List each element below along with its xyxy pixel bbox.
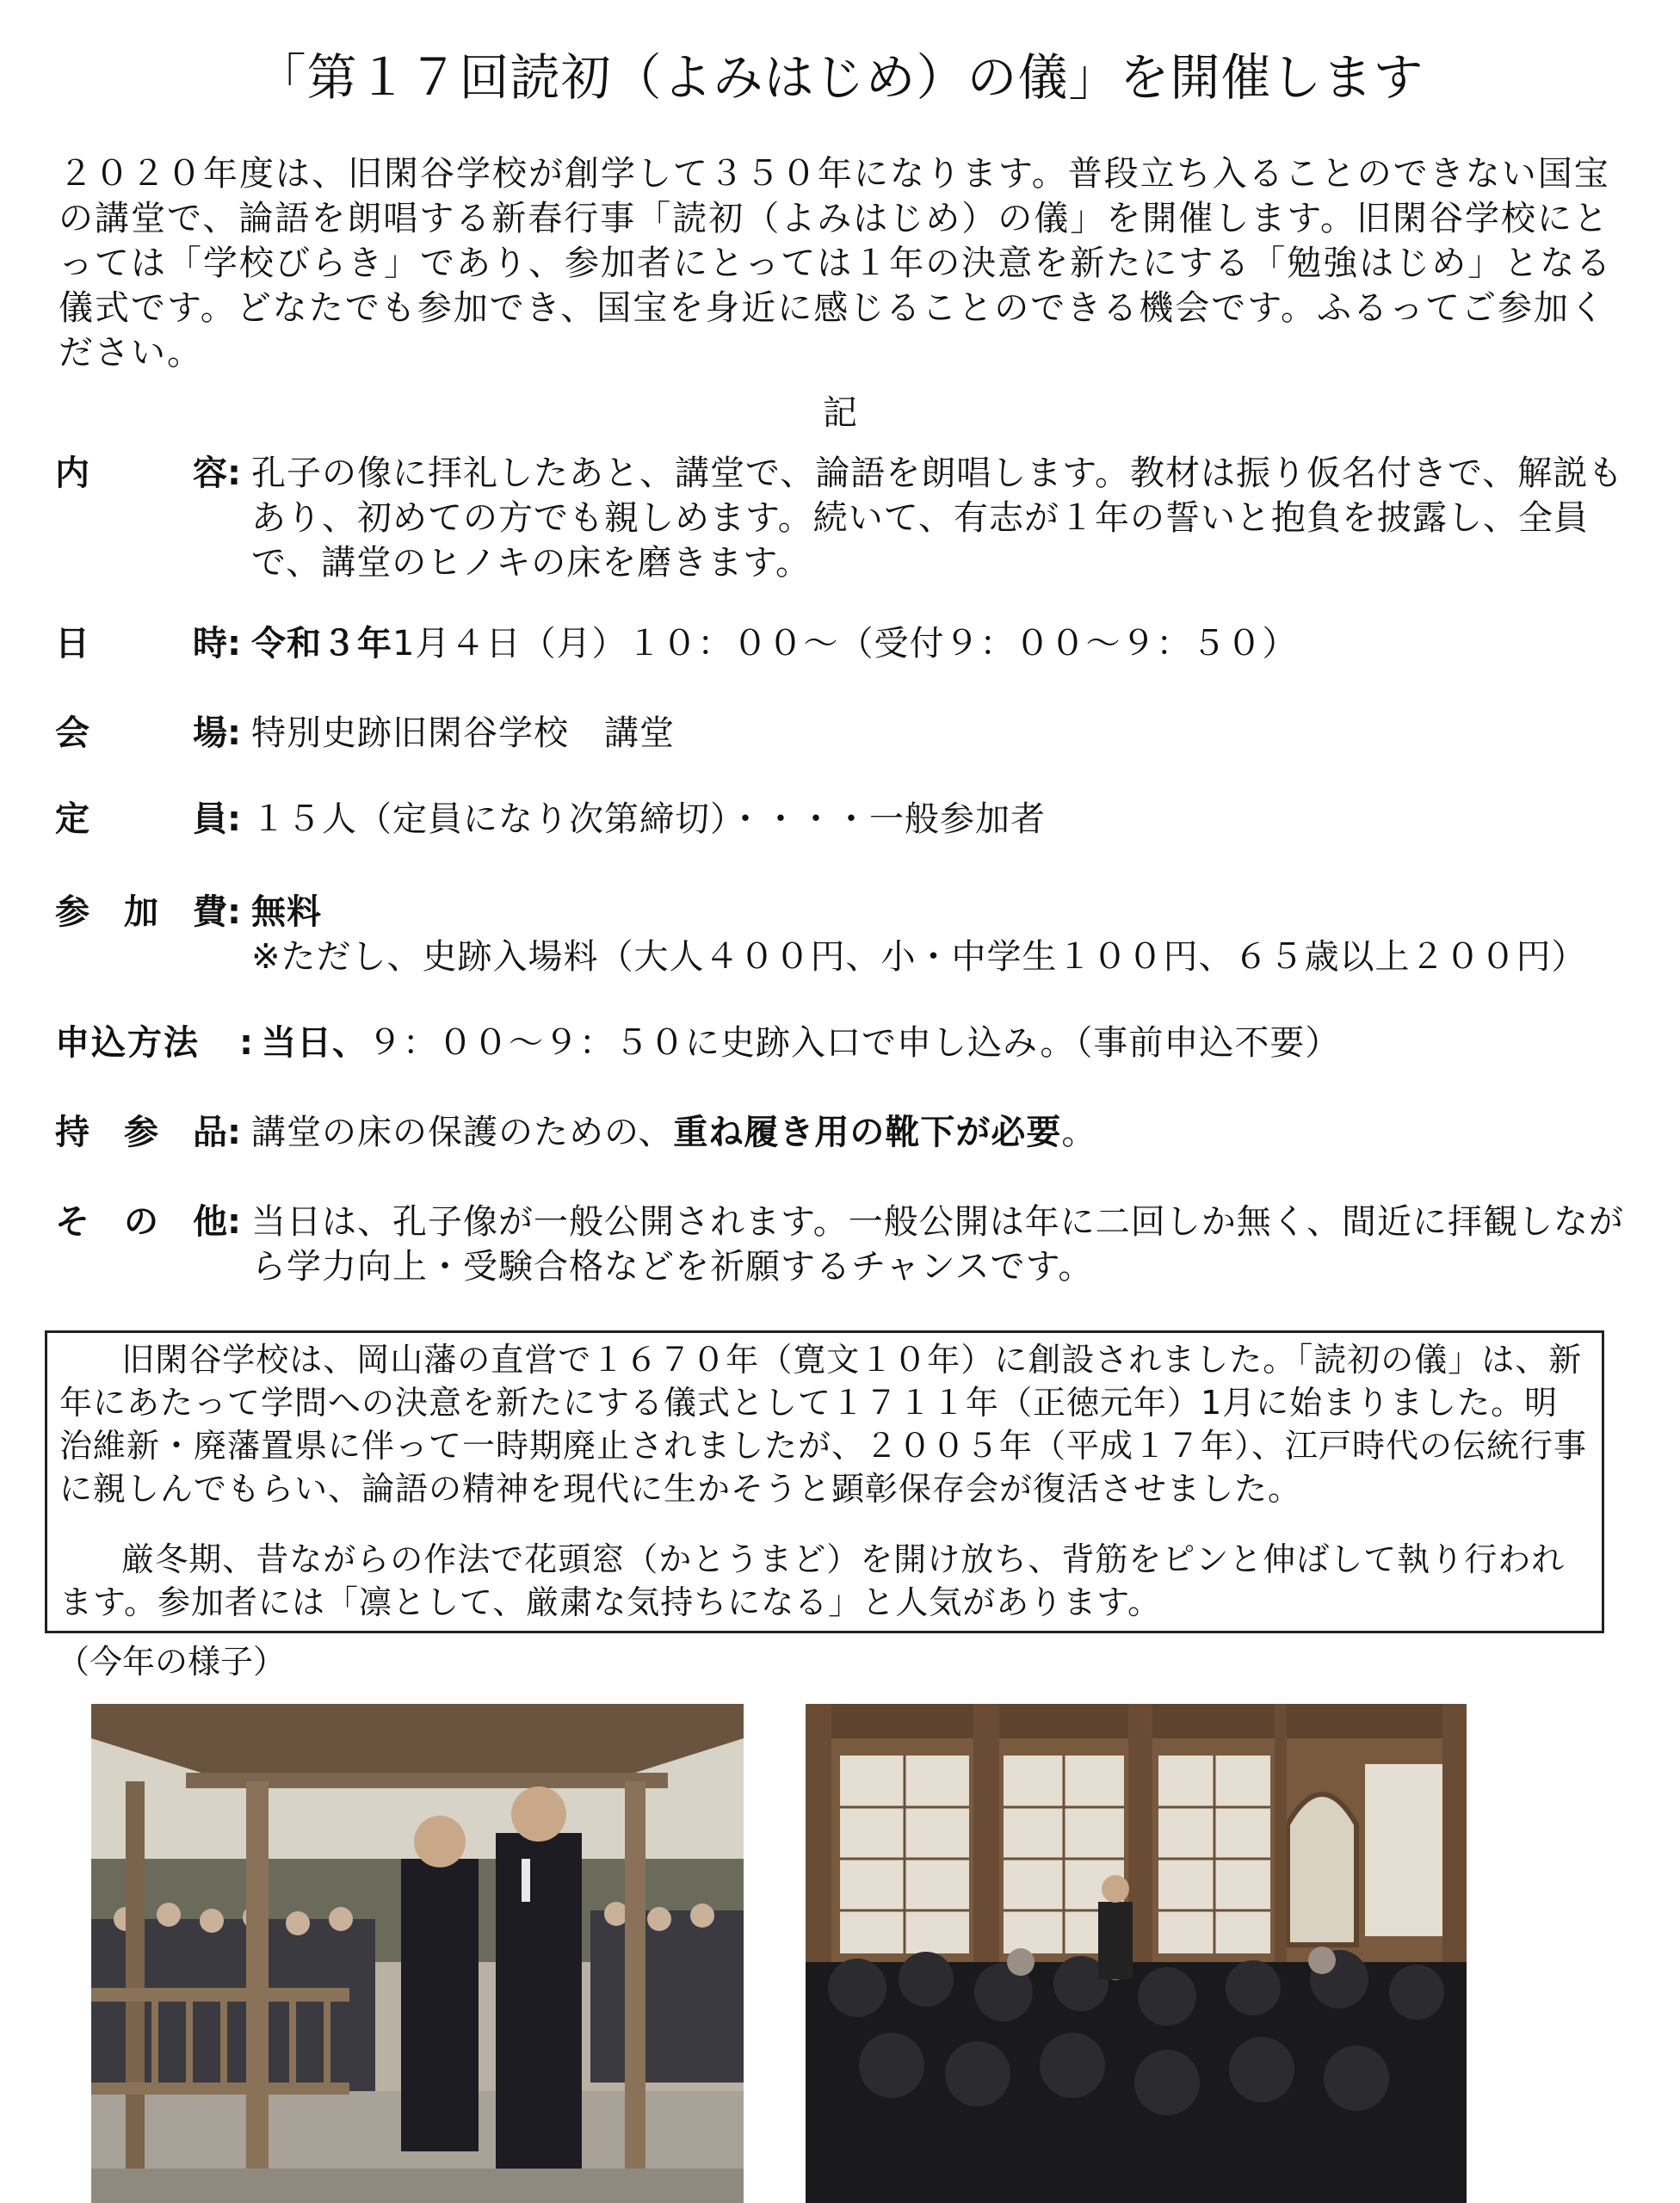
detail-colon: : bbox=[227, 713, 241, 753]
outdoor-ceremony-photo bbox=[91, 1704, 744, 2203]
photo-caption: （今年の様子） bbox=[57, 1643, 287, 1681]
page-title: 「第１７回読初（よみはじめ）の儀」を開催します bbox=[256, 47, 1424, 107]
history-paragraph-1: 旧閑谷学校は、岡山藩の直営で１６７０年（寛文１０年）に創設されました。「読初の儀」は、新年にあたって学問への決意を新たにする儀式として１７１１年（正徳元年）1月に始まりました。明治維新・廃藩置県に伴って一時期廃止されましたが、２００５年（平成１７年）、江戸時代の伝統行事に親しんでもらい、論語の精神を現代に生かそうと顕彰保存会が復活させました。 bbox=[59, 1341, 1588, 1508]
detail-label: 日 時 bbox=[55, 624, 227, 663]
detail-colon: : bbox=[227, 892, 241, 932]
history-paragraph-2: 厳冬期、昔ながらの作法で花頭窓（かとうまど）を開け放ち、背筋をピンと伸ばして執り行われます。参加者には「凛として、厳粛な気持ちになる」と人気があります。 bbox=[59, 1540, 1566, 1621]
detail-label: 持 参 品 bbox=[55, 1113, 227, 1152]
detail-label: 定 員 bbox=[55, 799, 227, 839]
detail-colon: : bbox=[227, 799, 241, 839]
fee-note: ※ただし、史跡入場料（大人４００円、小・中学生１００円、６５歳以上２００円） bbox=[251, 937, 1587, 977]
intro-paragraph: ２０２０年度は、旧閑谷学校が創学して３５０年になります。普段立ち入ることのできない国宝の講堂で、論語を朗唱する新春行事「読初（よみはじめ）の儀」を開催します。旧閑谷学校にとっては「学校びらき」であり、参加者にとっては１年の決意を新たにする「勉強はじめ」となる儀式です。どなたでも参加でき、国宝を身近に感じることのできる機会です。ふるってご参加ください。 bbox=[59, 154, 1613, 373]
detail-value: 無料 ※ただし、史跡入場料（大人４００円、小・中学生１００円、６５歳以上２００円） bbox=[251, 890, 1628, 979]
detail-colon: : bbox=[239, 1023, 253, 1063]
detail-colon: : bbox=[227, 1113, 241, 1152]
detail-label: 参 加 費 bbox=[55, 892, 227, 932]
detail-value: １５人（定員になり次第締切）・・・・一般参加者 bbox=[251, 799, 1046, 839]
detail-colon: : bbox=[227, 454, 241, 493]
ki-marker: 記 bbox=[823, 393, 857, 433]
detail-value: 特別史跡旧閑谷学校 講堂 bbox=[251, 713, 675, 753]
lecture-hall-photo bbox=[806, 1704, 1467, 2203]
detail-label: 申込方法 bbox=[55, 1023, 200, 1063]
detail-value: 当日、９：００～９：５０に史跡入口で申し込み。（事前申込不要） bbox=[262, 1023, 1341, 1063]
detail-value: 孔子の像に拝礼したあと、講堂で、論語を朗唱します。教材は振り仮名付きで、解説もあり、初めての方でも親しめます。続いて、有志が１年の誓いと抱負を披露し、全員で、講堂のヒノキの床を磨きます。 bbox=[251, 454, 1624, 583]
history-box bbox=[45, 1330, 1604, 1633]
detail-value: 当日は、孔子像が一般公開されます。一般公開は年に二回しか無く、間近に拝観しながら学力向上・受験合格などを祈願するチャンスです。 bbox=[251, 1202, 1624, 1287]
detail-label: そ の 他 bbox=[55, 1202, 227, 1242]
detail-value: 講堂の床の保護のための、重ね履き用の靴下が必要。 bbox=[251, 1113, 1097, 1152]
detail-value: 令和３年1月４日（月）１０：００～（受付９：００～９：５０） bbox=[251, 624, 1298, 663]
detail-colon: : bbox=[227, 1202, 241, 1242]
detail-label: 内 容 bbox=[55, 454, 227, 493]
detail-colon: : bbox=[227, 624, 241, 663]
detail-label: 会 場 bbox=[55, 713, 227, 753]
